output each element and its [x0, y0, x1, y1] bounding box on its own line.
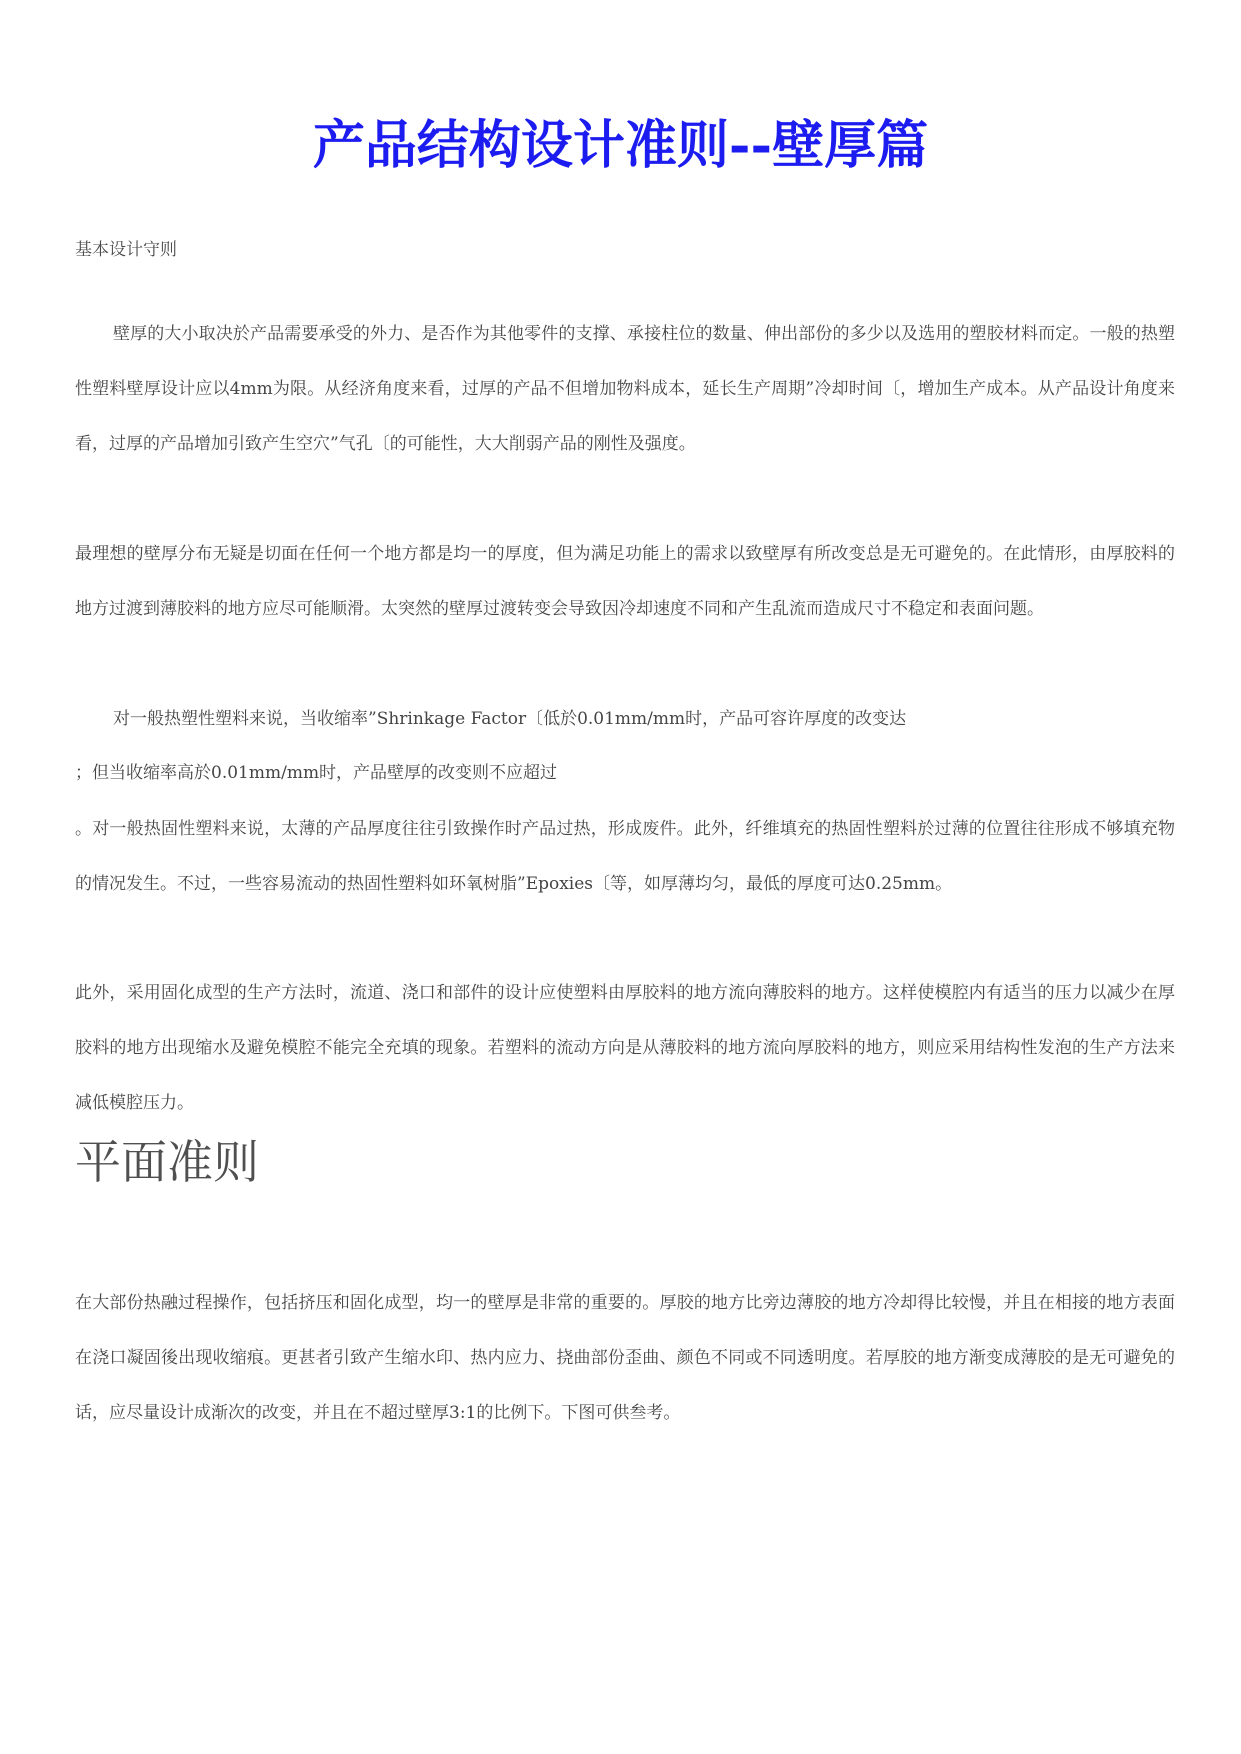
paragraph-wall-thickness: 壁厚的大小取决於产品需要承受的外力、是否作为其他零件的支撑、承接柱位的数量、伸出部份的多少以及选用的塑胶材料而定。一般的热塑性塑料壁厚设计应以4mm为限。从经济角度来看，过厚的产品不但增加物料成本，延长生产周期”冷却时间〔，增加生产成本。从产品设计角度来看，过厚的产品增加引致产生空穴”气孔〔的可能性，大大削弱产品的刚性及强度。: [75, 324, 1175, 454]
document-title: 产品结构设计准则--壁厚篇: [312, 115, 929, 176]
paragraph-high-shrinkage: ；但当收缩率高於0.01mm/mm时，产品壁厚的改变则不应超过: [75, 763, 558, 783]
paragraph-thermoset-thickness: 。对一般热固性塑料来说，太薄的产品厚度往往引致操作时产品过热，形成废件。此外，纤维填充的热固性塑料於过薄的位置往往形成不够填充物的情况发生。不过，一些容易流动的热固性塑料如环氧树脂”Epoxies〔等，如厚薄均匀，最低的厚度可达0.25mm。: [75, 819, 1175, 894]
paragraph-uniform-wall: 在大部份热融过程操作，包括挤压和固化成型，均一的壁厚是非常的重要的。厚胶的地方比旁边薄胶的地方冷却得比较慢，并且在相接的地方表面在浇口凝固後出现收缩痕。更甚者引致产生缩水印、热内应力、挠曲部份歪曲、颜色不同或不同透明度。若厚胶的地方渐变成薄胶的是无可避免的话，应尽量设计成渐次的改变，并且在不超过壁厚3:1的比例下。下图可供叁考。: [75, 1293, 1175, 1423]
paragraph-thermoplastic-shrinkage: 对一般热塑性塑料来说，当收缩率”Shrinkage Factor〔低於0.01mm/mm时，产品可容许厚度的改变达: [113, 709, 907, 729]
paragraph-ideal-distribution: 最理想的壁厚分布无疑是切面在任何一个地方都是均一的厚度，但为满足功能上的需求以致壁厚有所改变总是无可避免的。在此情形，由厚胶料的地方过渡到薄胶料的地方应尽可能顺滑。太突然的壁厚过渡转变会导致因冷却速度不同和产生乱流而造成尺寸不稳定和表面问题。: [75, 544, 1175, 619]
section-label: 基本设计守则: [75, 240, 177, 260]
section-heading-plane-rules: 平面准则: [75, 1135, 259, 1189]
paragraph-flow-direction: 此外，采用固化成型的生产方法时，流道、浇口和部件的设计应使塑料由厚胶料的地方流向薄胶料的地方。这样使模腔内有适当的压力以减少在厚胶料的地方出现缩水及避免模腔不能完全充填的现象。若塑料的流动方向是从薄胶料的地方流向厚胶料的地方，则应采用结构性发泡的生产方法来减低模腔压力。: [75, 983, 1175, 1113]
